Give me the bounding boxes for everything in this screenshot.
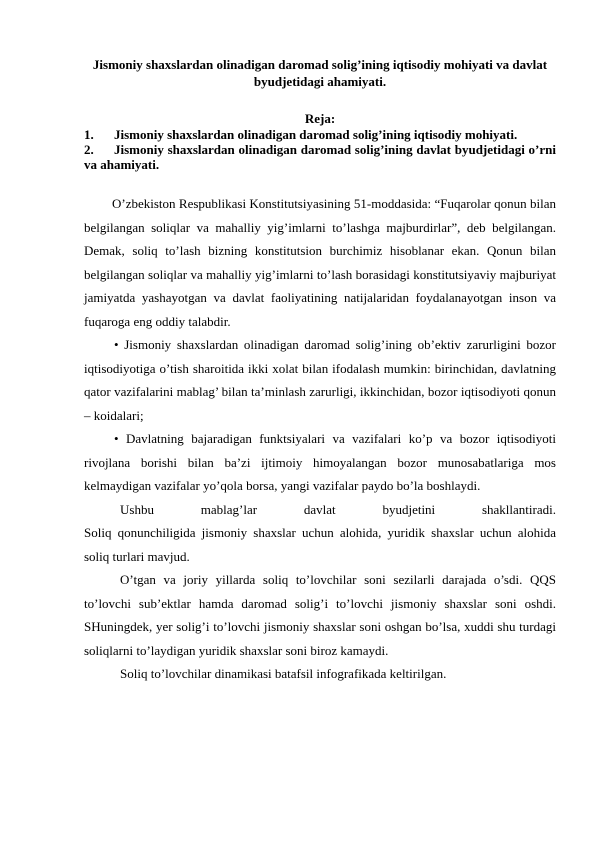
paragraph-infographic: Soliq to’lovchilar dinamikasi batafsil infografikada keltirilgan. (120, 666, 447, 681)
plan-item-1 (84, 127, 556, 142)
plan-heading: Reja: (304, 111, 336, 126)
plan-item-2 (84, 142, 556, 172)
plan-item-text: Jismoniy shaxslardan olinadigan daromad solig’ining davlat byudjetidagi o’rni va ahamiyati. (84, 142, 556, 172)
plan-list (84, 127, 556, 172)
paragraph-bullet-necessity: • Jismoniy shaxslardan olinadigan daromad solig’ining ob’ektiv zarurligini bozor iqtisodiyotiga o’tish sharoitida ikki xolat bilan ifodalash mumkin: birinchidan, davlatning qator vazifalarini mablag’ bilan ta’minlash zarurligi, ikkinchidan, bozor iqtisodiyoti qonun – koidalari; (84, 337, 556, 423)
plan-item-number: 2. (84, 142, 94, 157)
plan-item-number: 1. (84, 127, 94, 142)
paragraph-constitution: O’zbekiston Respublikasi Konstitutsiyasining 51-moddasida: “Fuqarolar qonun bilan belgilangan soliqlar va mahalliy yig’imlarni to’lashga majburdirlar”, deb belgilangan. Demak, soliq to’lash bizning konstitutsion burchimiz hisoblanar ekan. Qonun bilan belgilangan soliqlar va mahalliy yig’imlarni to’lash borasidagi konstitutsiyaviy majburiyat jamiyatda yashayotgan va davlat faoliyatining natijalaridan foydalanayotgan inson va fuqaroga eng oddiy talabdir. (84, 196, 556, 329)
paragraph-budget: Ushbu mablag’lar davlat byudjetini shakllantiradi. (120, 501, 556, 517)
document-title: Jismoniy shaxslardan olinadigan daromad solig’ining iqtisodiy mohiyati va davlat byudjetidagi ahamiyati. (92, 57, 548, 89)
paragraph-tax-types: Soliq qonunchiligida jismoniy shaxslar uchun alohida, yuridik shaxslar uchun alohida soliq turlari mavjud. (84, 525, 556, 564)
paragraph-taxpayers: O’tgan va joriy yillarda soliq to’lovchilar soni sezilarli darajada o’sdi. QQS to’lovchi sub’ektlar hamda daromad solig’i to’lovchi jismoniy shaxslar soni oshdi. SHuningdek, yer solig’i to’lovchi jismoniy shaxslar soni oshgan bo’lsa, xuddi shu turdagi soliqlarni to’laydigan yuridik shaxslar soni biroz kamaydi. (84, 572, 556, 658)
plan-item-text: Jismoniy shaxslardan olinadigan daromad solig’ining iqtisodiy mohiyati. (114, 127, 518, 142)
document-page (84, 56, 556, 686)
paragraph-bullet-functions: • Davlatning bajaradigan funktsiyalari va vazifalari ko’p va bozor iqtisodiyoti rivojlana borishi bilan ba’zi ijtimoiy himoyalangan bozor munosabatlariga mos kelmaydigan vazifalar yo’qola borsa, yangi vazifalar paydo bo’la boshlaydi. (84, 431, 556, 493)
body-text (84, 192, 556, 686)
